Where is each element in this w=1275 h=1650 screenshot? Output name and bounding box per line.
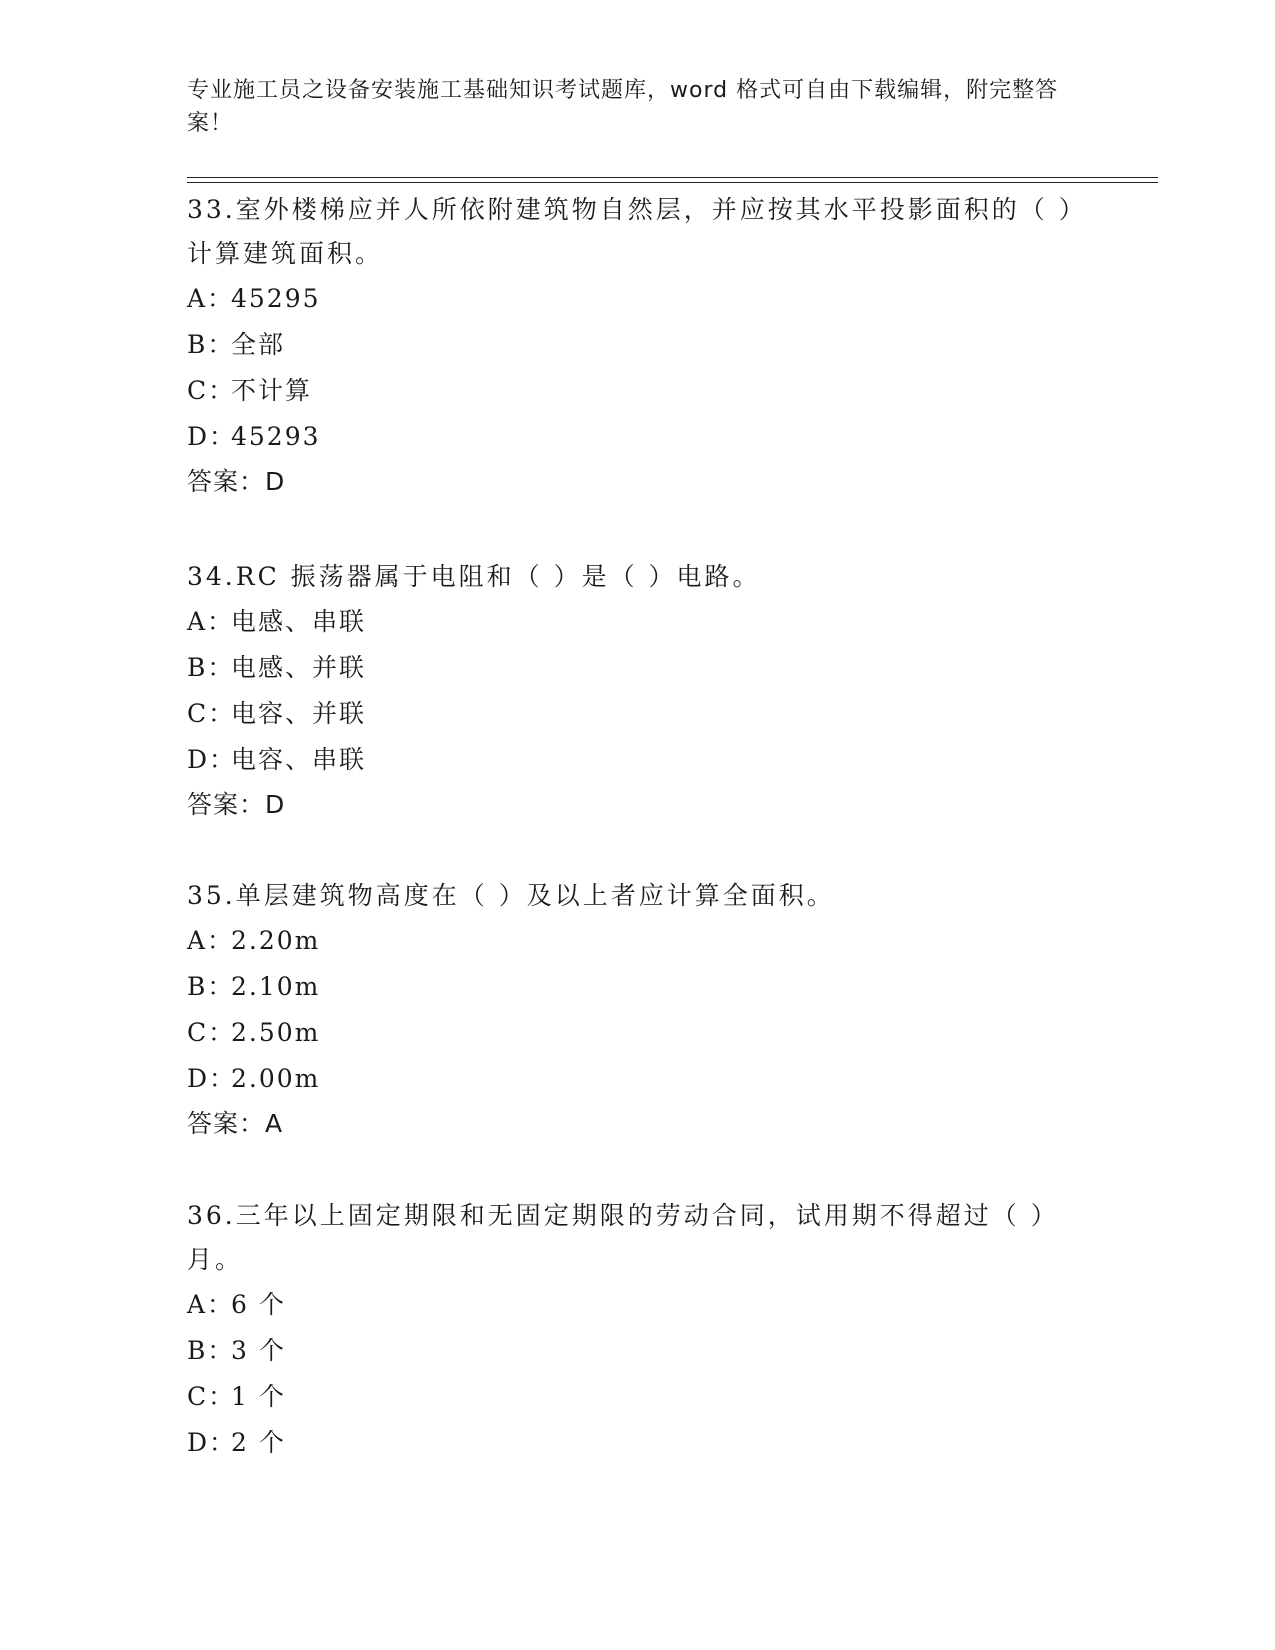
option-text: 2 个: [231, 1428, 286, 1457]
option-text: 2.20m: [231, 926, 321, 955]
option-text: 6 个: [231, 1290, 286, 1319]
header-divider-top: [187, 177, 1158, 178]
option-key: C：: [187, 699, 236, 728]
question-36: [187, 1194, 1087, 1466]
option-text: 电感、串联: [231, 607, 367, 636]
question-33: [187, 188, 1087, 504]
option-key: C：: [187, 1018, 236, 1047]
option-key: D：: [187, 1064, 237, 1093]
option-key: A：: [187, 607, 235, 636]
question-stem: 36.三年以上固定期限和无固定期限的劳动合同，试用期不得超过（ ）月。: [187, 1201, 1059, 1274]
option-key: C：: [187, 376, 236, 405]
option-text: 45293: [231, 422, 321, 451]
option-key: A：: [187, 926, 235, 955]
option-b: [187, 645, 1087, 691]
option-a: [187, 599, 1087, 645]
option-a: [187, 276, 1087, 322]
answer-line: 答案：A: [187, 1109, 284, 1138]
option-key: D：: [187, 422, 237, 451]
option-key: D：: [187, 1428, 237, 1457]
option-text: 2.50m: [231, 1018, 321, 1047]
option-a: [187, 1282, 1087, 1328]
option-c: [187, 368, 1087, 414]
answer-line: 答案：D: [187, 790, 286, 819]
option-text: 2.00m: [231, 1064, 321, 1093]
option-c: [187, 1010, 1087, 1056]
document-header: 专业施工员之设备安装施工基础知识考试题库，word 格式可自由下载编辑，附完整答案！: [187, 78, 1059, 136]
option-key: B：: [187, 330, 235, 359]
option-key: C：: [187, 1382, 236, 1411]
option-d: [187, 1056, 1087, 1102]
option-text: 2.10m: [231, 972, 321, 1001]
option-key: B：: [187, 1336, 235, 1365]
option-c: [187, 691, 1087, 737]
option-text: 1 个: [231, 1382, 286, 1411]
option-key: B：: [187, 972, 235, 1001]
option-b: [187, 964, 1087, 1010]
question-stem: 34.RC 振荡器属于电阻和（ ）是（ ）电路。: [187, 562, 761, 591]
option-text: 3 个: [231, 1336, 286, 1365]
question-stem: 33.室外楼梯应并人所依附建筑物自然层，并应按其水平投影面积的（ ）计算建筑面积。: [187, 195, 1087, 268]
option-text: 45295: [231, 284, 321, 313]
option-c: [187, 1374, 1087, 1420]
answer-line: 答案：D: [187, 467, 286, 496]
question-stem: 35.单层建筑物高度在（ ）及以上者应计算全面积。: [187, 881, 835, 910]
option-d: [187, 737, 1087, 783]
option-text: 电感、并联: [231, 653, 367, 682]
option-text: 不计算: [231, 376, 313, 405]
option-text: 全部: [231, 330, 286, 359]
option-d: [187, 1420, 1087, 1466]
option-key: A：: [187, 1290, 235, 1319]
option-key: A：: [187, 284, 235, 313]
option-a: [187, 918, 1087, 964]
option-text: 电容、并联: [231, 699, 367, 728]
question-34: [187, 555, 1087, 827]
option-d: [187, 414, 1087, 460]
option-key: D：: [187, 745, 237, 774]
option-text: 电容、串联: [231, 745, 367, 774]
option-key: B：: [187, 653, 235, 682]
option-b: [187, 1328, 1087, 1374]
question-35: [187, 874, 1087, 1146]
option-b: [187, 322, 1087, 368]
header-divider-bottom: [187, 182, 1158, 183]
